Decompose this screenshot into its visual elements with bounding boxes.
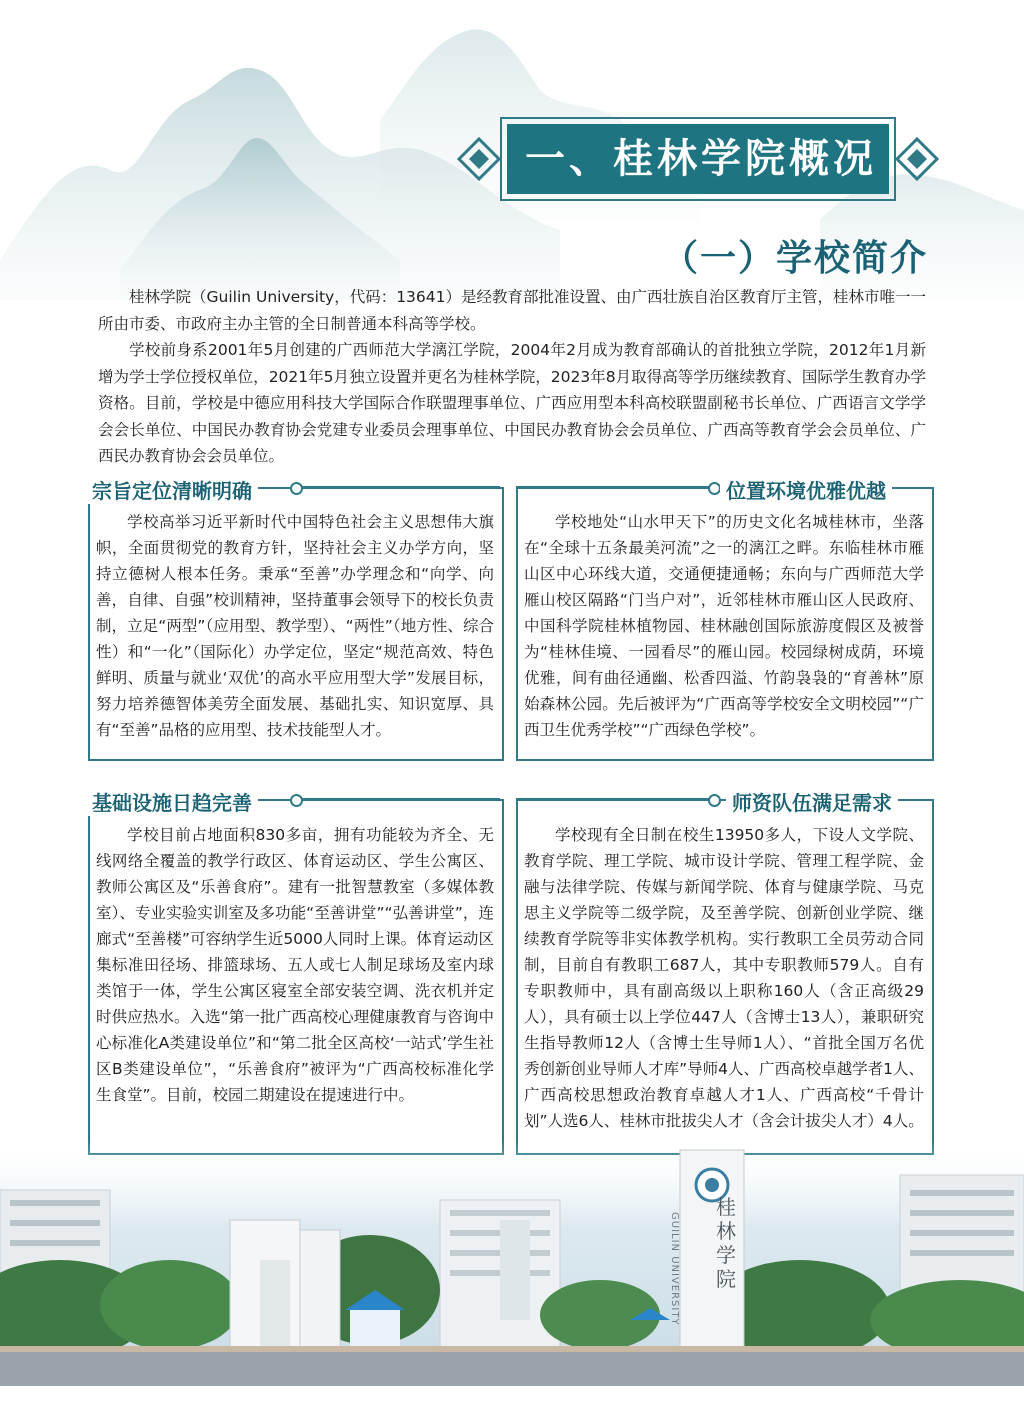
campus-sign-chinese: 桂林学院: [716, 1195, 736, 1291]
intro-text: [98, 284, 926, 470]
facilities-text: [96, 822, 494, 1108]
mission-line: [300, 486, 500, 488]
faculty-line: [516, 798, 716, 800]
faculty-paragraph: 学校现有全日制在校生13950多人，下设人文学院、教育学院、理工学院、城市设计学院、管理工程学院、金融与法律学院、传媒与新闻学院、体育与健康学院、马克思主义学院等二级学院，及至善学院、创新创业学院、继续教育学院等非实体教学机构。实行教职工全员劳动合同制，目前自有教职工687人，其中专职教师579人。自有专职教师中，具有副高级以上职称160人（含正高级29人），具有硕士以上学位447人（含博士13人），兼职研究生指导教师12人（含博士生导师1人）、“首批全国万名优秀创新创业导师人才库”导师4人、广西高校卓越学者1人、广西高校思想政治教育卓越人才1人、广西高校“千骨计划”人选6人、桂林市批拔尖人才（含会计拔尖人才）4人。: [524, 826, 924, 1130]
location-heading: 位置环境优雅优越: [720, 475, 892, 504]
faculty-text: [524, 822, 924, 1134]
intro-paragraph-1: 桂林学院（Guilin University，代码：13641）是经教育部批准设置、由广西壮族自治区教育厅主管，桂林市唯一一所由市委、市政府主办主管的全日制普通本科高等学校。: [98, 288, 927, 333]
mission-heading: 宗旨定位清晰明确: [86, 475, 258, 504]
faculty-heading: 师资队伍满足需求: [726, 787, 898, 816]
intro-paragraph-2: 学校前身系2001年5月创建的广西师范大学漓江学院，2004年2月成为教育部确认的首批独立学院，2012年1月新增为学士学位授权单位，2021年5月独立设置并更名为桂林学院，2023年8月取得高等学历继续教育、国际学生教育办学资格。目前，学校是中德应用科技大学国际合作联盟理事单位、广西应用型本科高校联盟副秘书长单位、广西语言文学学会会长单位、中国民办教育协会党建专业委员会理事单位、中国民办教育协会会员单位、广西高等教育学会会员单位、广西民办教育协会会员单位。: [98, 341, 926, 465]
campus-photo: [0, 1140, 1024, 1386]
mission-text: [96, 509, 494, 743]
location-paragraph: 学校地处“山水甲天下”的历史文化名城桂林市，坐落在“全球十五条最美河流”之一的漓江之畔。东临桂林市雁山区中心环线大道，交通便捷通畅；东向与广西师范大学雁山校区隔路“门当户对”，近邻桂林市雁山区人民政府、中国科学院桂林植物园、桂林融创国际旅游度假区及被誉为“桂林佳境、一园看尽”的雁山园。校园绿树成荫，环境优雅，间有曲径通幽、松香四溢、竹韵袅袅的“育善林”原始森林公园。先后被评为“广西高等学校安全文明校园”“广西卫生优秀学校”“广西绿色学校”。: [524, 513, 924, 739]
facilities-paragraph: 学校目前占地面积830多亩，拥有功能较为齐全、无线网络全覆盖的教学行政区、体育运动区、学生公寓区、教师公寓区及“乐善食府”。建有一批智慧教室（多媒体教室）、专业实验实训室及多功能“至善讲堂”“弘善讲堂”，连廊式“至善楼”可容纳学生近5000人同时上课。体育运动区集标准田径场、排篮球场、五人或七人制足球场及室内球类馆于一体，学生公寓区寝室全部安装空调、洗衣机并定时供应热水。入选“第一批广西高校心理健康教育与咨询中心标准化A类建设单位”和“第二批全区高校‘一站式’学生社区B类建设单位”，“乐善食府”被评为“广西高校标准化学生食堂”。目前，校园二期建设在提速进行中。: [96, 826, 494, 1104]
location-line: [516, 486, 716, 488]
main-title-banner: [449, 110, 947, 208]
facilities-line: [300, 798, 500, 800]
location-text: [524, 509, 924, 743]
faculty-dot: [708, 794, 721, 807]
main-title: 一、桂林学院概况: [525, 135, 877, 182]
campus-sign-english: GUILIN UNIVERSITY: [669, 1212, 680, 1326]
mission-paragraph: 学校高举习近平新时代中国特色社会主义思想伟大旗帜，全面贯彻党的教育方针，坚持社会主义办学方向，坚持立德树人根本任务。秉承“至善”办学理念和“向学、向善，自律、自强”校训精神，坚持董事会领导下的校长负责制，立足“两型”（应用型、教学型）、“两性”（地方性、综合性）和“一化”（国际化）办学定位，坚定“规范高效、特色鲜明、质量与就业‘双优’的高水平应用型大学”发展目标，努力培养德智体美劳全面发展、基础扎实、知识宽厚、具有“至善”品格的应用型、技术技能型人才。: [96, 513, 494, 739]
mission-dot: [290, 482, 303, 495]
section-title: （一）学校简介: [661, 237, 928, 279]
facilities-dot: [290, 794, 303, 807]
facilities-heading: 基础设施日趋完善: [86, 787, 258, 816]
